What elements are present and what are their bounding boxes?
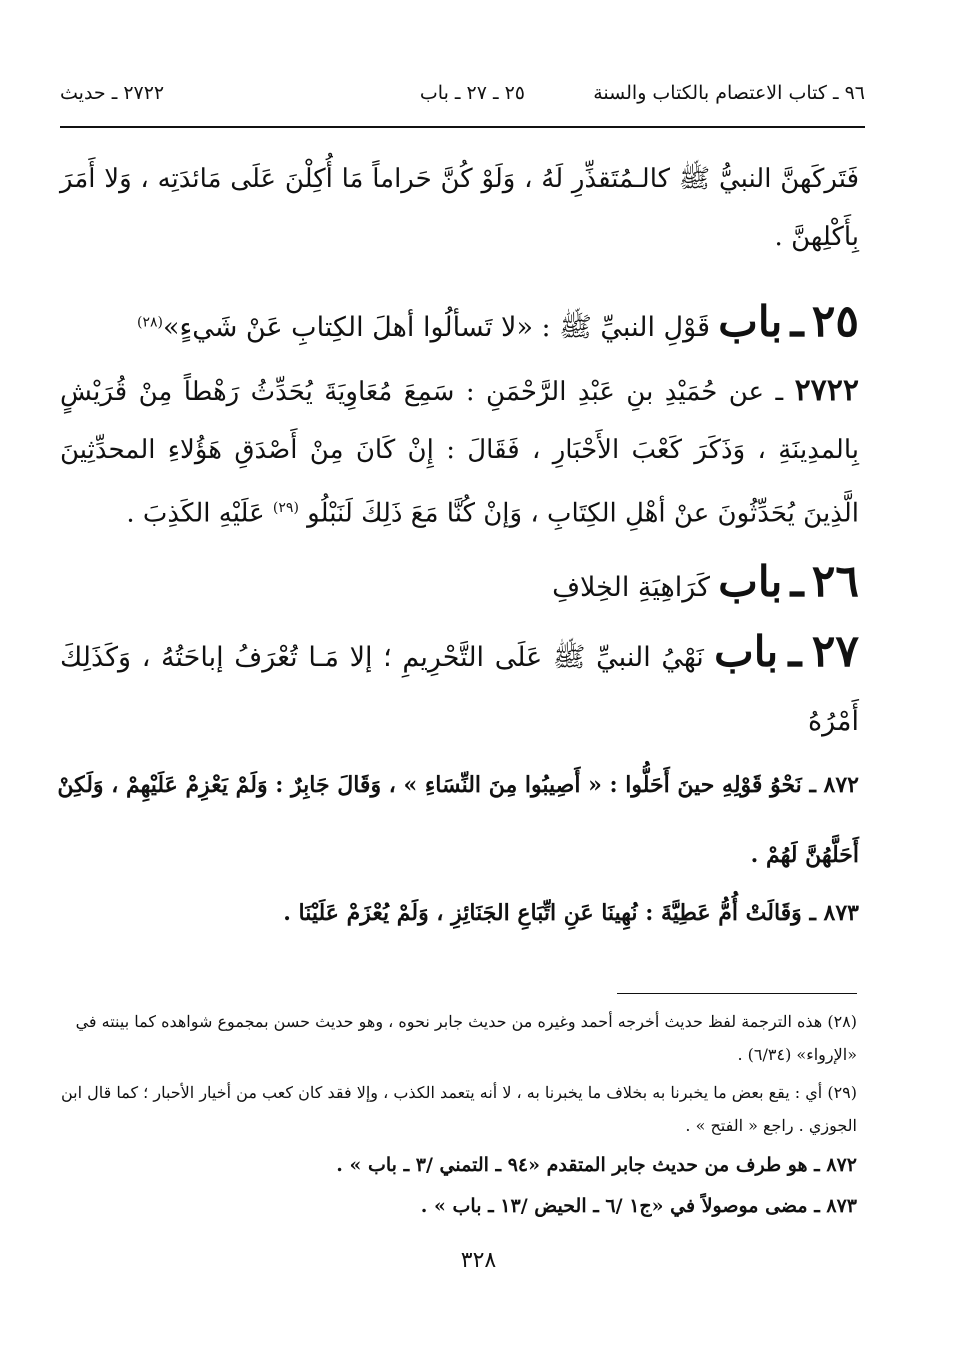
chapter-26-heading (60, 550, 859, 620)
note-873 (60, 1186, 857, 1226)
hadith-2722-text-end: عَلَيْهِ الكَذِبَ . (126, 498, 265, 529)
chapter-25-dash: ـ (790, 296, 804, 347)
intro-text: فَتَركَهنَّ النبيُّ ﷺ كالـمُتَقذِّرِ لَهُ ، وَلَوْ كُنَّ حَراماً مَا أُكِلْنَ عَلَى مَائدَتِه ، وَلا أَمَرَ بِأَكْلِهنَّ . (60, 164, 859, 252)
footnote-28-text: (٢٨) هذه الترجمة لفظ حديث أخرجه أحمد وغيره من حديث جابر نحوه ، وهو حديث حسن بمجموع شواهده كما بينته في «الإرواء» (٦/٣٤) . (75, 1012, 857, 1064)
chapter-26-dash: ـ (790, 556, 804, 607)
chapter-25-note-ref: (٢٨) (137, 314, 163, 331)
mualaq-873-text: ٨٧٣ ـ وَقَالَتْ أُمُّ عَطِيَّةَ : نُهِينَا عَنِ اتِّبَاعِ الجَنَائِزِ ، وَلَمْ يُعْزَمْ عَلَيْنَا . (283, 900, 859, 926)
chapter-25-heading (60, 290, 859, 360)
mualaq-873 (50, 878, 859, 948)
running-header (60, 82, 865, 118)
page-number: ٣٢٨ (460, 1248, 497, 1273)
chapter-27-dash: ـ (788, 626, 802, 677)
header-rule (60, 126, 865, 128)
intro-paragraph (60, 150, 859, 266)
note-872-text: ٨٧٢ ـ هو طرف من حديث جابر المتقدم «٩٤ ـ التمني /٣ ـ باب » . (336, 1154, 857, 1176)
header-hadith-number: ٢٧٢٢ ـ حديث (60, 82, 165, 104)
footnote-rule (617, 993, 857, 994)
chapter-27-number: ٢٧ (811, 626, 860, 677)
hadith-2722-text: ـ عن حُمَيْدِ بنِ عَبْدِ الرَّحْمَنِ : سَمِعَ مُعَاوِيَةَ يُحَدِّثُ رَهْطاً مِنْ قُرَيْشٍ بِالمدِينَةِ ، وَذَكَرَ كَعْبَ الأَحْبَارِ ، فَقَالَ : إِنْ كَانَ مِنْ أَصْدَقِ هَؤُلاءِ المحدِّثِينَ الَّذِينَ يُحَدِّثُونَ عنْ أهْلِ الكِتَابِ ، وَإنْ كُنَّا مَعَ ذَلِكَ لَنَبْلُو (60, 377, 859, 529)
header-book-title: ٩٦ ـ كتاب الاعتصام بالكتاب والسنة (593, 82, 865, 104)
chapter-27-heading (60, 620, 859, 754)
header-chapter-range: ٢٥ ـ ٢٧ ـ باب (419, 82, 525, 104)
mualaq-872-text: ٨٧٢ ـ نَحْوُ قَوْلِهِ حينَ أَحَلُّوا : « أَصِيبُوا مِنَ النِّسَاءِ » ، وَقَالَ جَابِرٌ : وَلَمْ يَعْزِمْ عَلَيْهِمْ ، وَلَكِنْ أَحَلَّهُنَّ لَهُمْ . (57, 772, 859, 868)
chapter-25-bab: باب (718, 297, 783, 346)
footnote-29 (50, 1076, 857, 1142)
chapter-26-bab: باب (718, 557, 783, 606)
chapter-26-number: ٢٦ (811, 556, 859, 607)
note-872 (60, 1145, 857, 1185)
footnote-28 (50, 1005, 857, 1071)
chapter-26-title: كَرَاهِيَةِ الخِلافِ (552, 572, 711, 603)
footnote-29-text: (٢٩) أي : يقع بعض ما يخبرنا به بخلاف ما يخبرنا به ، لا أنه يتعمد الكذب ، وإلا فقد كان كعب من أخيار الأحبار ؛ كما قال ابن الجوزي . راجع « الفتح » . (60, 1083, 857, 1135)
hadith-2722 (60, 362, 859, 543)
hadith-2722-number: ٢٧٢٢ (794, 373, 860, 408)
chapter-27-bab: باب (714, 627, 779, 676)
note-873-text: ٨٧٣ ـ مضى موصولاً في «ج١ /٦ ـ الحيض /١٣ ـ باب » . (420, 1195, 857, 1217)
mualaq-872 (50, 750, 859, 890)
chapter-27-title: نَهْيُ النبيِّ ﷺ عَلَى التَّحْرِيمِ ؛ إلا مَـا تُعْرَفُ إباحَتُهُ ، وَكَذَلِكَ أَمْرُهُ (60, 642, 859, 737)
hadith-2722-note-ref: (٢٩) (272, 500, 299, 516)
chapter-25-title: قَوْلِ النبيِّ ﷺ : «لا تَسألُوا أهلَ الكِتابِ عَنْ شَيءٍ» (163, 312, 711, 343)
chapter-25-number: ٢٥ (811, 296, 859, 347)
